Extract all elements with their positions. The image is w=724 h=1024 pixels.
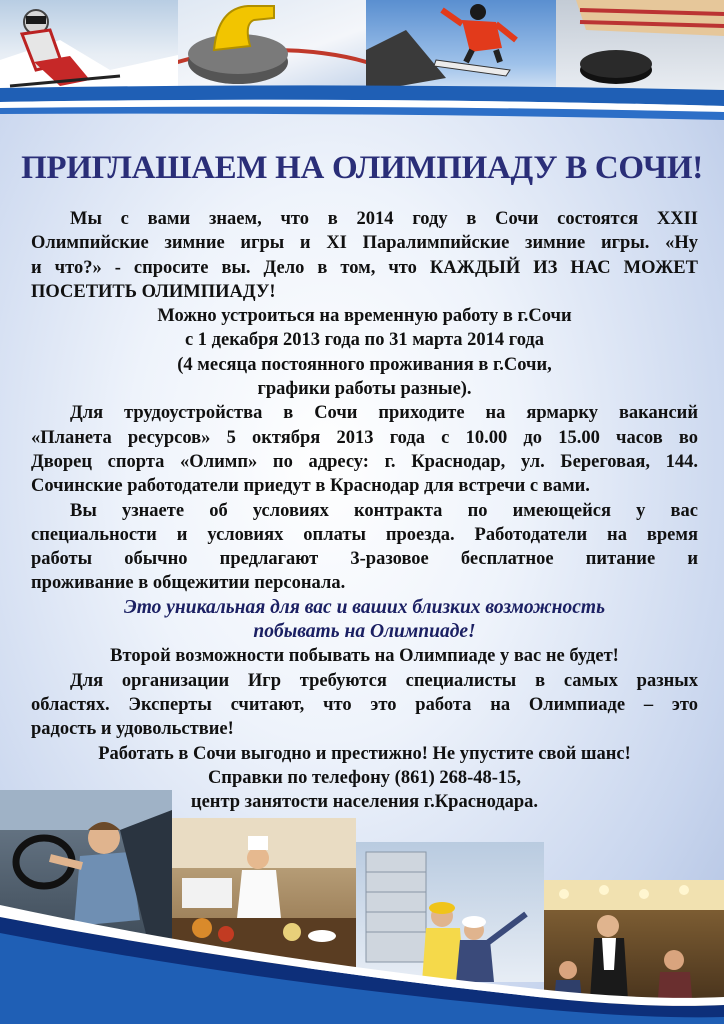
paragraph-6: Работать в Сочи выгодно и престижно! Не упустите свой шанс! — [98, 743, 631, 764]
paragraph-1-line: ПОСЕТИТЬ ОЛИМПИАДУ! — [31, 281, 276, 302]
paragraph-5-line: радость и удовольствие! — [31, 719, 234, 740]
paragraph-3-line: специальности и условиях оплаты проезда. Работодатели на время — [31, 524, 698, 545]
bottom-swoosh-decoration — [0, 905, 724, 1024]
skier-photo — [0, 0, 178, 92]
poster-body-text — [31, 207, 698, 814]
paragraph-1-line: и что?» - спросите вы. Дело в том, что КАЖДЫЙ ИЗ НАС МОЖЕТ — [31, 257, 698, 278]
italic-highlight-line: Это уникальная для вас и ваших близких возможность — [124, 596, 605, 618]
centered-line: (4 месяца постоянного проживания в г.Сочи, — [177, 354, 552, 375]
contact-phone: Справки по телефону (861) 268-48-15, — [207, 767, 522, 788]
paragraph-1-line: Мы с вами знаем, что в 2014 году в Сочи состоятся XXII — [70, 209, 698, 229]
paragraph-1-line: Олимпийские зимние игры и XI Паралимпийские зимние игры. «Ну — [31, 233, 698, 254]
top-swoosh-decoration — [0, 82, 724, 124]
paragraph-3-line: Вы узнаете об условиях контракта по имеющейся у вас — [70, 500, 698, 521]
paragraph-2-line: Дворец спорта «Олимп» по адресу: г. Краснодар, ул. Береговая, 144. — [31, 451, 698, 472]
centered-line: с 1 декабря 2013 года по 31 марта 2014 года — [184, 330, 545, 351]
paragraph-5-line: областях. Эксперты считают, что это работа на Олимпиаде – это — [31, 694, 698, 715]
paragraph-2-line: Для трудоустройства в Сочи приходите на ярмарку вакансий — [70, 403, 698, 424]
paragraph-3-line: работы обычно предлагают 3-разовое бесплатное питание и — [31, 549, 698, 570]
curling-stone-photo — [178, 0, 366, 92]
centered-line: Можно устроиться на временную работу в г.Сочи — [157, 306, 572, 327]
hockey-puck-photo — [556, 0, 724, 92]
centered-line: графики работы разные). — [257, 379, 472, 400]
italic-highlight-line: побывать на Олимпиаде! — [253, 621, 476, 643]
paragraph-5-line: Для организации Игр требуются специалисты в самых разных — [70, 670, 698, 691]
page-title: ПРИГЛАШАЕМ НА ОЛИМПИАДУ В СОЧИ! — [21, 150, 703, 186]
snowboarder-photo — [366, 0, 556, 92]
paragraph-2-line: «Планета ресурсов» 5 октября 2013 года с 10.00 до 15.00 часов во — [31, 427, 698, 448]
contact-center: центр занятости населения г.Краснодара. — [190, 792, 539, 813]
paragraph-2-line: Сочинские работодатели приедут в Краснодар для встречи с вами. — [31, 476, 590, 497]
paragraph-4: Второй возможности побывать на Олимпиаде у вас не будет! — [110, 646, 619, 667]
paragraph-3-line: проживание в общежитии персонала. — [31, 573, 346, 594]
